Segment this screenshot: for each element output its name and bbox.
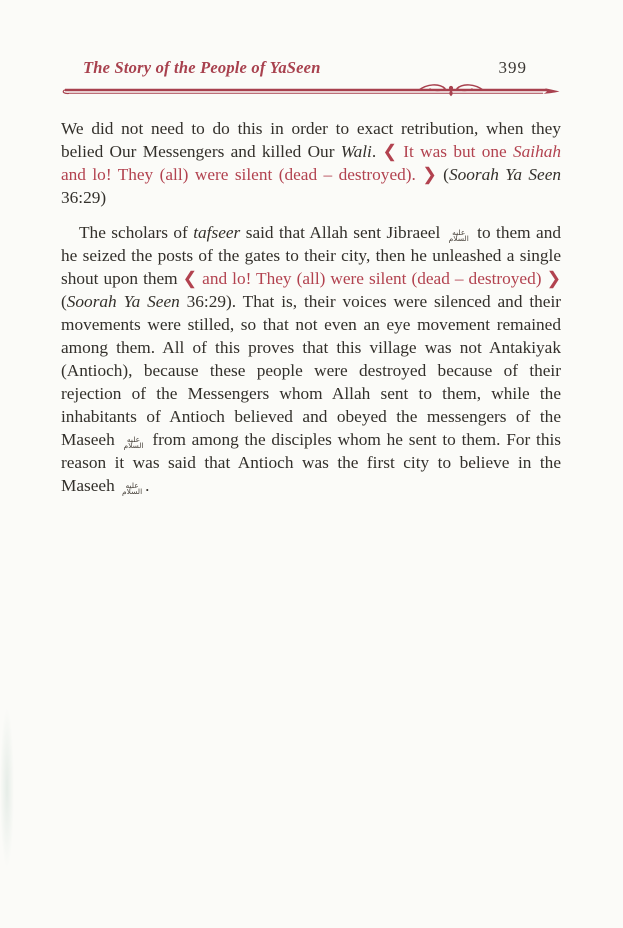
alayhi-salam-icon: عليه السلام	[123, 434, 144, 450]
term-tafseer: tafseer	[193, 223, 241, 242]
running-header-title: The Story of the People of YaSeen	[83, 58, 321, 77]
scan-artifact	[0, 708, 14, 868]
page-header	[61, 58, 561, 78]
term-wali: Wali	[340, 142, 372, 161]
body-paragraph-2	[61, 221, 561, 497]
quran-quote-text: ❮ and lo! They (all) were silent (dead – destroyed) ❯	[182, 269, 561, 288]
text-run: 36:29). That is, their voices were silenced and their movements were stilled, so that not even an eye movement remained among them. All of this proves that this village was not Antakiyak (Antioch), because these people were destroyed because of their rejection of the Messengers whom Allah sent to them, while the inhabitants of Antioch believed and obeyed the messengers of the Maseeh	[61, 292, 562, 449]
quran-quote-text: and lo! They (all) were silent (dead – destroyed). ❯	[61, 165, 437, 184]
text-run: (	[436, 165, 449, 184]
soorah-reference: Soorah Ya Seen	[448, 165, 562, 184]
alayhi-salam-icon: عليه السلام	[448, 227, 469, 243]
text-run: .	[371, 142, 383, 161]
term-saihah: Saihah	[513, 142, 562, 161]
text-run: The scholars of	[79, 223, 194, 242]
text-run: We did not need to do this in order to exact retribution, when they belied Our Messengers and killed Our	[61, 119, 561, 161]
text-run: .	[145, 476, 150, 495]
ornamental-divider-icon	[61, 81, 561, 99]
page-number: 399	[498, 58, 527, 77]
text-run: (	[61, 292, 67, 311]
body-text	[61, 117, 561, 497]
text-run: 36:29)	[61, 188, 107, 207]
text-run: to them and he seized the posts of the gates to their city, then he unleashed a single shout upon them	[61, 223, 561, 288]
quran-quote-text: ❮ It was but one	[382, 142, 513, 161]
text-run: said that Allah sent Jibraeel	[240, 223, 446, 242]
page-content	[61, 58, 561, 497]
soorah-reference: Soorah Ya Seen	[66, 292, 180, 311]
body-paragraph-1	[61, 117, 561, 209]
text-run: from among the disciples whom he sent to them. For this reason it was said that Antioch was the first city to believe in the Maseeh	[61, 430, 561, 495]
alayhi-salam-icon: عليه السلام	[121, 480, 143, 496]
